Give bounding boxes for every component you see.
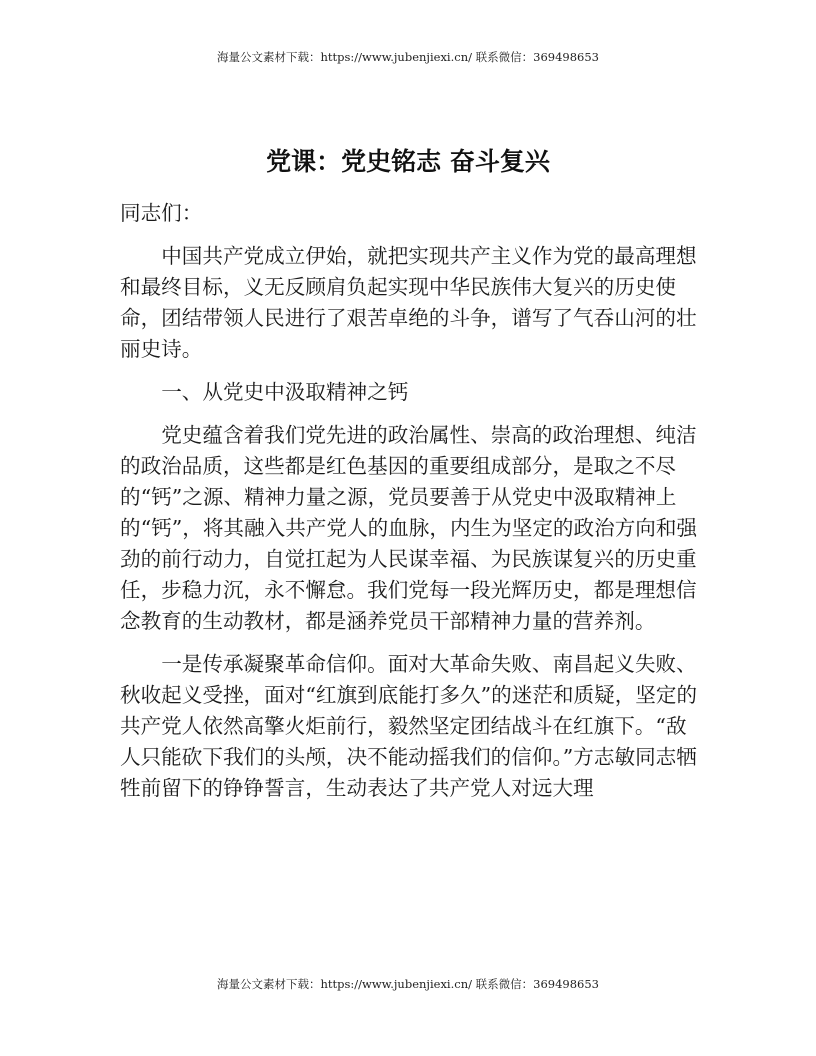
page-footer: 海量公文素材下载：https://www.jubenjiexi.cn/ 联系微信：369498653 xyxy=(217,977,599,991)
document-body xyxy=(120,198,700,816)
paragraph-point-1: 一是传承凝聚革命信仰。面对大革命失败、南昌起义失败、秋收起义受挫，面对“红旗到底能打多久”的迷茫和质疑，坚定的共产党人依然高擎火炬前行，毅然坚定团结战斗在红旗下。“敌人只能砍下我们的头颅，决不能动摇我们的信仰。”方志敏同志牺牲前留下的铮铮誓言，生动表达了共产党人对远大理 xyxy=(120,652,698,800)
paragraph-intro: 中国共产党成立伊始，就把实现共产主义作为党的最高理想和最终目标，义无反顾肩负起实现中华民族伟大复兴的历史使命，团结带领人民进行了艰苦卓绝的斗争，谱写了气吞山河的壮丽史诗。 xyxy=(120,244,697,361)
salutation: 同志们： xyxy=(120,201,203,225)
page-header: 海量公文素材下载：https://www.jubenjiexi.cn/ 联系微信：369498653 xyxy=(217,50,599,64)
paragraph-section-1: 党史蕴含着我们党先进的政治属性、崇高的政治理想、纯洁的政治品质，这些都是红色基因的重要组成部分，是取之不尽的“钙”之源、精神力量之源，党员要善于从党史中汲取精神上的“钙”，将其融入共产党人的血脉，内生为坚定的政治方向和强劲的前行动力，自觉扛起为人民谋幸福、为民族谋复兴的历史重任，步稳力沉，永不懈怠。我们党每一段光辉历史，都是理想信念教育的生动教材，都是涵养党员干部精神力量的营养剂。 xyxy=(120,423,698,633)
document-title: 党课：党史铭志 奋斗复兴 xyxy=(266,147,550,176)
section-heading-1: 一、从党史中汲取精神之钙 xyxy=(161,380,409,404)
